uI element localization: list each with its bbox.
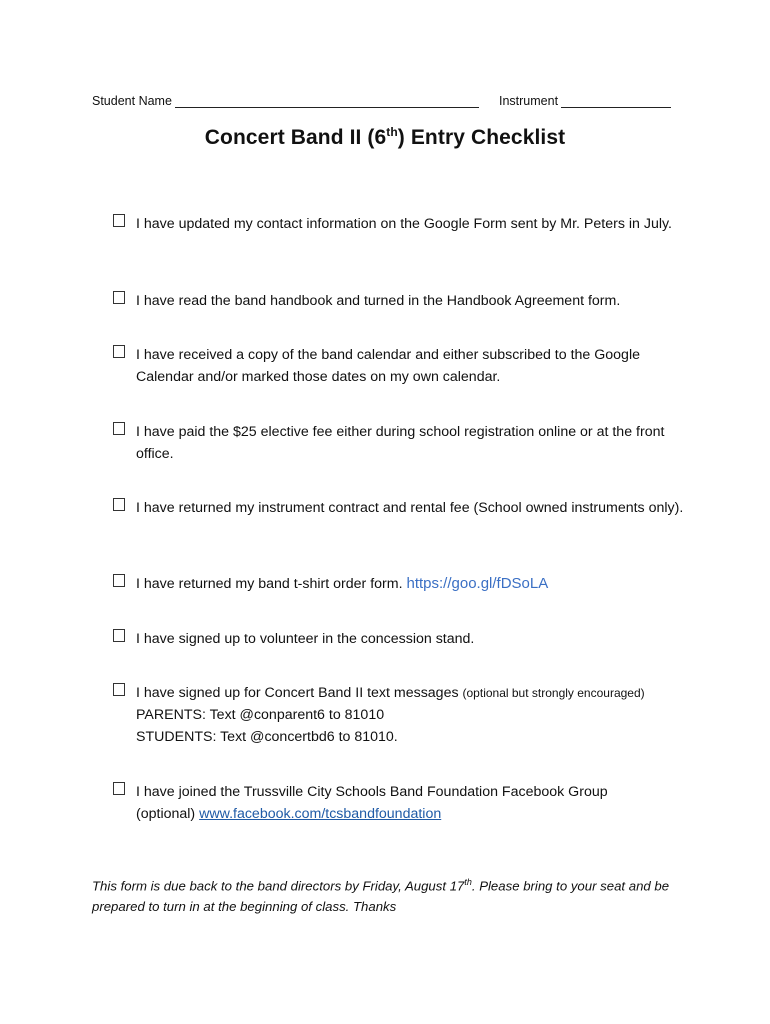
checkbox-icon[interactable]	[113, 629, 125, 642]
item-text: I have read the band handbook and turned in the Handbook Agreement form.	[136, 293, 621, 309]
title-superscript: th	[386, 125, 398, 139]
checklist-item-concession	[113, 628, 693, 650]
checkbox-icon[interactable]	[113, 214, 125, 227]
item-text-main: I have returned my band t-shirt order form.	[136, 576, 403, 592]
checklist-item-text-messages	[113, 682, 693, 748]
item-text	[136, 781, 693, 825]
checkbox-icon[interactable]	[113, 782, 125, 795]
checkbox-icon[interactable]	[113, 683, 125, 696]
checklist-item-calendar	[113, 344, 693, 388]
item-text: I have updated my contact information on the Google Form sent by Mr. Peters in July.	[136, 216, 672, 232]
students-text-line: STUDENTS: Text @concertbd6 to 81010.	[136, 729, 398, 745]
item-optional-label: (optional)	[136, 806, 196, 822]
checklist-item-fee	[113, 421, 693, 465]
checkbox-icon[interactable]	[113, 345, 125, 358]
checklist-item-contact-info	[113, 213, 693, 235]
item-text: I have received a copy of the band calendar and either subscribed to the Google Calendar and/or marked those dates on my own calendar.	[136, 347, 640, 385]
header-fields	[92, 93, 674, 111]
footer-part2: . Please bring to your seat and be prepared to turn in at the beginning of class. Thanks	[92, 878, 670, 915]
checklist-item-facebook-group	[113, 781, 693, 825]
item-note: (optional but strongly encouraged)	[462, 686, 645, 700]
instrument-field[interactable]	[499, 93, 671, 108]
footer-superscript: th	[464, 877, 472, 887]
tshirt-order-link[interactable]: https://goo.gl/fDSoLA	[406, 575, 549, 592]
checkbox-icon[interactable]	[113, 574, 125, 587]
instrument-label: Instrument	[499, 94, 559, 108]
checkbox-icon[interactable]	[113, 498, 125, 511]
page-title	[0, 125, 770, 150]
footer-part1: This form is due back to the band directors by Friday, August 17	[92, 878, 465, 894]
title-suffix: ) Entry Checklist	[397, 126, 566, 149]
checklist-item-handbook	[113, 290, 693, 312]
instrument-line[interactable]	[561, 93, 671, 108]
checkbox-icon[interactable]	[113, 422, 125, 435]
facebook-link[interactable]: www.facebook.com/tcsbandfoundation	[199, 806, 442, 822]
footer-note	[92, 872, 692, 917]
item-text	[136, 573, 693, 595]
checklist-item-instrument-contract	[113, 497, 693, 519]
student-name-field[interactable]	[92, 93, 479, 108]
item-text	[136, 682, 693, 748]
item-text-main: I have signed up for Concert Band II text messages	[136, 685, 459, 701]
title-prefix: Concert Band II (6	[204, 126, 387, 149]
item-text: I have returned my instrument contract and rental fee (School owned instruments only).	[136, 500, 684, 516]
item-text-main: I have joined the Trussville City Schools Band Foundation Facebook Group	[136, 784, 608, 800]
student-name-label: Student Name	[92, 94, 172, 108]
student-name-line[interactable]	[175, 93, 479, 108]
parents-text-line: PARENTS: Text @conparent6 to 81010	[136, 707, 385, 723]
item-text: I have paid the $25 elective fee either during school registration online or at the front office.	[136, 424, 665, 462]
checklist-item-tshirt	[113, 573, 693, 595]
item-text: I have signed up to volunteer in the concession stand.	[136, 631, 475, 647]
checkbox-icon[interactable]	[113, 291, 125, 304]
